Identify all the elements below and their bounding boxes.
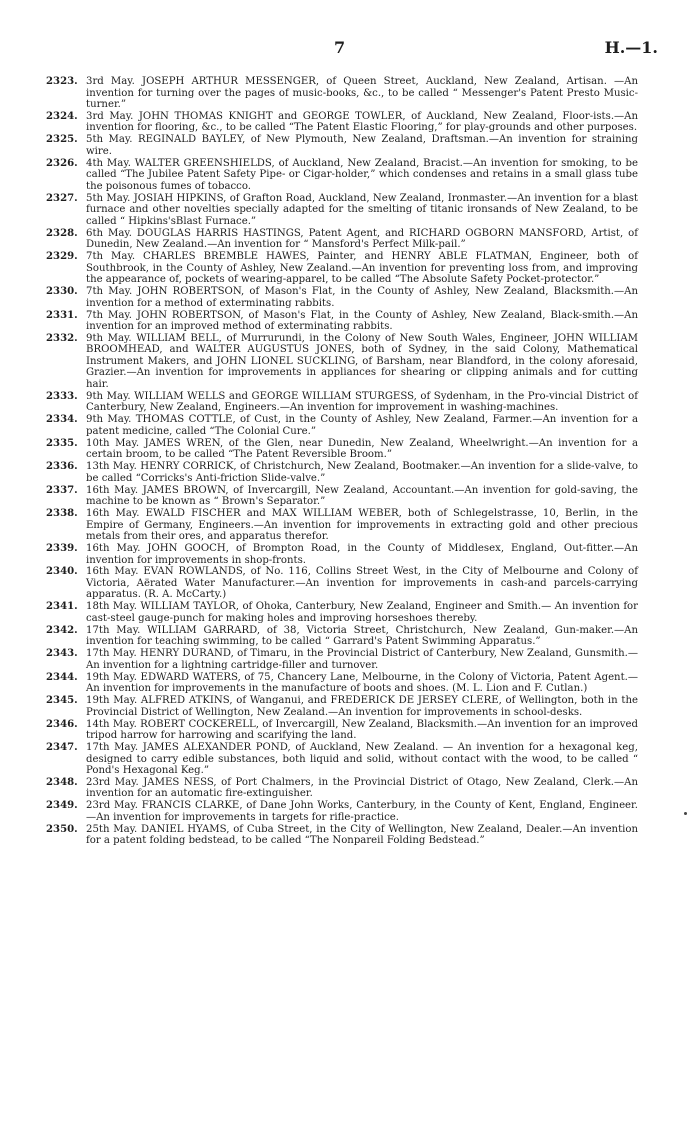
entry-text: 23rd May. JAMES NESS, of Port Chalmers, in the Provincial District of Otago, New Zealand, Clerk.—An invention for an automatic fire-extinguisher. (86, 776, 638, 800)
entry-number: 2350. (46, 822, 78, 835)
entry-number: 2337. (46, 483, 78, 496)
entry-number: 2347. (46, 741, 78, 753)
patent-entry (46, 824, 638, 847)
patent-entry (46, 625, 638, 648)
patent-entry (46, 134, 638, 157)
entry-text: 5th May. REGINALD BAYLEY, of New Plymouth, New Zealand, Draftsman.—An invention for straining wire. (86, 134, 638, 157)
entry-number: 2323. (46, 75, 78, 87)
entry-number: 2327. (46, 191, 78, 204)
patent-entry (46, 414, 638, 437)
entry-text: 19th May. EDWARD WATERS, of 75, Chancery Lane, Melbourne, in the Colony of Victoria, Patent Agent.—An invention for improvements in the manufacture of boots and shoes. (M. L. Lion and F. Cutlan.) (86, 671, 638, 695)
entry-text: 3rd May. JOHN THOMAS KNIGHT and GEORGE TOWLER, of Auckland, New Zealand, Floor-ists.—An invention for flooring, &c., to be called “The Patent Elastic Flooring,” for play-grounds and other purposes. (86, 110, 638, 134)
entry-text: 16th May. JAMES BROWN, of Invercargill, New Zealand, Accountant.—An invention for gold-saving, the machine to be known as “ Brown's Separator.” (86, 484, 638, 508)
page-header (0, 38, 700, 60)
patent-entry (46, 485, 638, 508)
entry-number: 2346. (46, 717, 78, 730)
entry-number: 2324. (46, 109, 78, 122)
entry-text: 19th May. ALFRED ATKINS, of Wanganui, and FREDERICK DE JERSEY CLERE, of Wellington, both in the Provincial District of Wellington, New Zealand.—An invention for improvements in school-desks. (86, 695, 638, 718)
entry-text: 3rd May. JOSEPH ARTHUR MESSENGER, of Queen Street, Auckland, New Zealand, Artisan. —An invention for turning over the pages of music-books, &c., to be called “ Messenger's Patent Presto Music-turner.” (86, 76, 638, 110)
entry-text: 18th May. WILLIAM TAYLOR, of Ohoka, Canterbury, New Zealand, Engineer and Smith.— An invention for cast-steel gauge-punch for making holes and improving horseshoes thereby. (86, 601, 638, 624)
entry-number: 2326. (46, 156, 78, 169)
entry-number: 2341. (46, 600, 78, 613)
patent-entry (46, 508, 638, 543)
patent-entry (46, 672, 638, 695)
entry-number: 2338. (46, 507, 78, 520)
patent-entry (46, 286, 638, 309)
entry-text: 25th May. DANIEL HYAMS, of Cuba Street, in the City of Wellington, New Zealand, Dealer.—An invention for a patent folding bedstead, to be called “The Nonpareil Folding Bedstead.” (86, 823, 638, 847)
patent-entry (46, 461, 638, 484)
patent-entry (46, 695, 638, 718)
entry-text: 7th May. JOHN ROBERTSON, of Mason's Flat, in the County of Ashley, New Zealand, Black-smith.—An invention for an improved method of exterminating rabbits. (86, 309, 638, 332)
entry-number: 2325. (46, 133, 78, 146)
entry-text: 9th May. WILLIAM BELL, of Murrurundi, in the Colony of New South Wales, Engineer, JOHN WILLIAM BROOMHEAD, and WALTER AUGUSTUS JONES, both of Sydney, in the said Colony, Mathematical Instrument Makers, and JOHN LIONEL SUCKLING, of Barsham, near Blandford, in the colony aforesaid, Grazier.—An invention for improvements in appliances for shearing or clipping animals and for cutting hair. (86, 332, 638, 390)
patent-entry (46, 648, 638, 671)
patent-entry (46, 228, 638, 251)
entry-number: 2331. (46, 308, 78, 321)
entry-number: 2343. (46, 647, 78, 660)
entry-number: 2334. (46, 413, 78, 426)
entry-number: 2339. (46, 542, 78, 554)
patent-entry (46, 601, 638, 624)
patent-entry (46, 800, 638, 823)
patent-entry (46, 543, 638, 566)
entry-text: 17th May. HENRY DURAND, of Timaru, in the Provincial District of Canterbury, New Zealand, Gunsmith.—An invention for a lightning cartridge-filler and turnover. (86, 648, 638, 671)
entry-text: 4th May. WALTER GREENSHIELDS, of Auckland, New Zealand, Bracist.—An invention for smoking, to be called “The Jubilee Patent Safety Pipe- or Cigar-holder,” which condenses and retains in a small glass tube the poisonous fumes of tobacco. (86, 157, 638, 192)
entry-text: 5th May. JOSIAH HIPKINS, of Grafton Road, Auckland, New Zealand, Ironmaster.—An invention for a blast furnace and other novelties specially adapted for the smelting of titanic ironsands of New Zealand, to be called “ Hipkins'sBlast Furnace.” (86, 192, 638, 227)
entry-text: 17th May. JAMES ALEXANDER POND, of Auckland, New Zealand. — An invention for a hexagonal keg, designed to carry edible substances, both liquid and solid, without contact with the wood, to be called “ Pond's Hexagonal Keg.” (86, 742, 638, 776)
entry-text: 9th May. WILLIAM WELLS and GEORGE WILLIAM STURGESS, of Sydenham, in the Pro-vincial District of Canterbury, New Zealand, Engineers.—An invention for improvement in washing-machines. (86, 390, 638, 414)
entry-text: 6th May. DOUGLAS HARRIS HASTINGS, Patent Agent, and RICHARD OGBORN MANSFORD, Artist, of Dunedin, New Zealand.—An invention for “ Mansford's Perfect Milk-pail.” (86, 227, 638, 251)
entry-number: 2332. (46, 331, 78, 344)
entry-number: 2348. (46, 775, 78, 788)
patent-entry (46, 111, 638, 134)
entry-text: 16th May. EWALD FISCHER and MAX WILLIAM WEBER, both of Schlegelstrasse, 10, Berlin, in the Empire of Germany, Engineers.—An invention for improvements in extracting gold and other precious metals from their ores, and apparatus therefor. (86, 508, 638, 543)
entry-number: 2344. (46, 670, 78, 683)
entry-text: 16th May. JOHN GOOCH, of Brompton Road, in the County of Middlesex, England, Out-fitter.—An invention for improvements in shop-fronts. (86, 543, 638, 566)
patent-entry (46, 333, 638, 391)
patent-entry (46, 76, 638, 111)
entry-number: 2342. (46, 623, 78, 636)
entry-number: 2328. (46, 226, 78, 239)
patent-entry (46, 777, 638, 800)
scan-speck (684, 812, 687, 815)
entry-number: 2330. (46, 285, 78, 298)
entry-number: 2336. (46, 460, 78, 473)
patent-entry (46, 193, 638, 228)
entry-text: 23rd May. FRANCIS CLARKE, of Dane John Works, Canterbury, in the County of Kent, England, Engineer.—An invention for improvements in targets for rifle-practice. (86, 800, 638, 823)
entry-text: 7th May. CHARLES BREMBLE HAWES, Painter, and HENRY ABLE FLATMAN, Engineer, both of Southbrook, in the County of Ashley, New Zealand.—An invention for preventing loss from, and improving the appearance of, pockets of wearing-apparel, to be called “The Absolute Safety Pocket-protector.” (86, 251, 638, 286)
entry-text: 14th May. ROBERT COCKERELL, of Invercargill, New Zealand, Blacksmith.—An invention for an improved tripod harrow for harrowing and scarifying the land. (86, 718, 638, 742)
entry-text: 9th May. THOMAS COTTLE, of Cust, in the County of Ashley, New Zealand, Farmer.—An invention for a patent medicine, called “The Colonial Cure.” (86, 414, 638, 437)
entry-text: 13th May. HENRY CORRICK, of Christchurch, New Zealand, Bootmaker.—An invention for a slide-valve, to be called “Corricks's Anti-friction Slide-valve.” (86, 461, 638, 484)
entry-number: 2335. (46, 436, 78, 449)
entry-text: 10th May. JAMES WREN, of the Glen, near Dunedin, New Zealand, Wheelwright.—An invention for a certain broom, to be called “The Patent Reversible Broom.” (86, 437, 638, 461)
entry-text: 7th May. JOHN ROBERTSON, of Mason's Flat, in the County of Ashley, New Zealand, Blacksmith.—An invention for a method of exterminating rabbits. (86, 286, 638, 309)
patent-entry-list (46, 76, 638, 847)
patent-entry (46, 438, 638, 461)
entry-number: 2340. (46, 565, 78, 578)
entry-number: 2329. (46, 250, 78, 263)
document-reference: H.—1. (604, 38, 658, 57)
page-number: 7 (334, 38, 346, 57)
patent-entry (46, 742, 638, 777)
patent-entry (46, 310, 638, 333)
patent-entry (46, 566, 638, 601)
patent-entry (46, 158, 638, 193)
patent-entry (46, 391, 638, 414)
patent-entry (46, 251, 638, 286)
entry-text: 17th May. WILLIAM GARRARD, of 38, Victoria Street, Christchurch, New Zealand, Gun-maker.—An invention for teaching swimming, to be called “ Garrard's Patent Swimming Apparatus.” (86, 624, 638, 648)
entry-number: 2345. (46, 694, 78, 707)
patent-entry (46, 719, 638, 742)
entry-text: 16th May. EVAN ROWLANDS, of No. 116, Collins Street West, in the City of Melbourne and Colony of Victoria, Aërated Water Manufacturer.—An invention for improvements in cash-and parcels-carrying apparatus. (R. A. McCarty.) (86, 566, 638, 601)
entry-number: 2349. (46, 799, 78, 812)
entry-number: 2333. (46, 389, 78, 402)
